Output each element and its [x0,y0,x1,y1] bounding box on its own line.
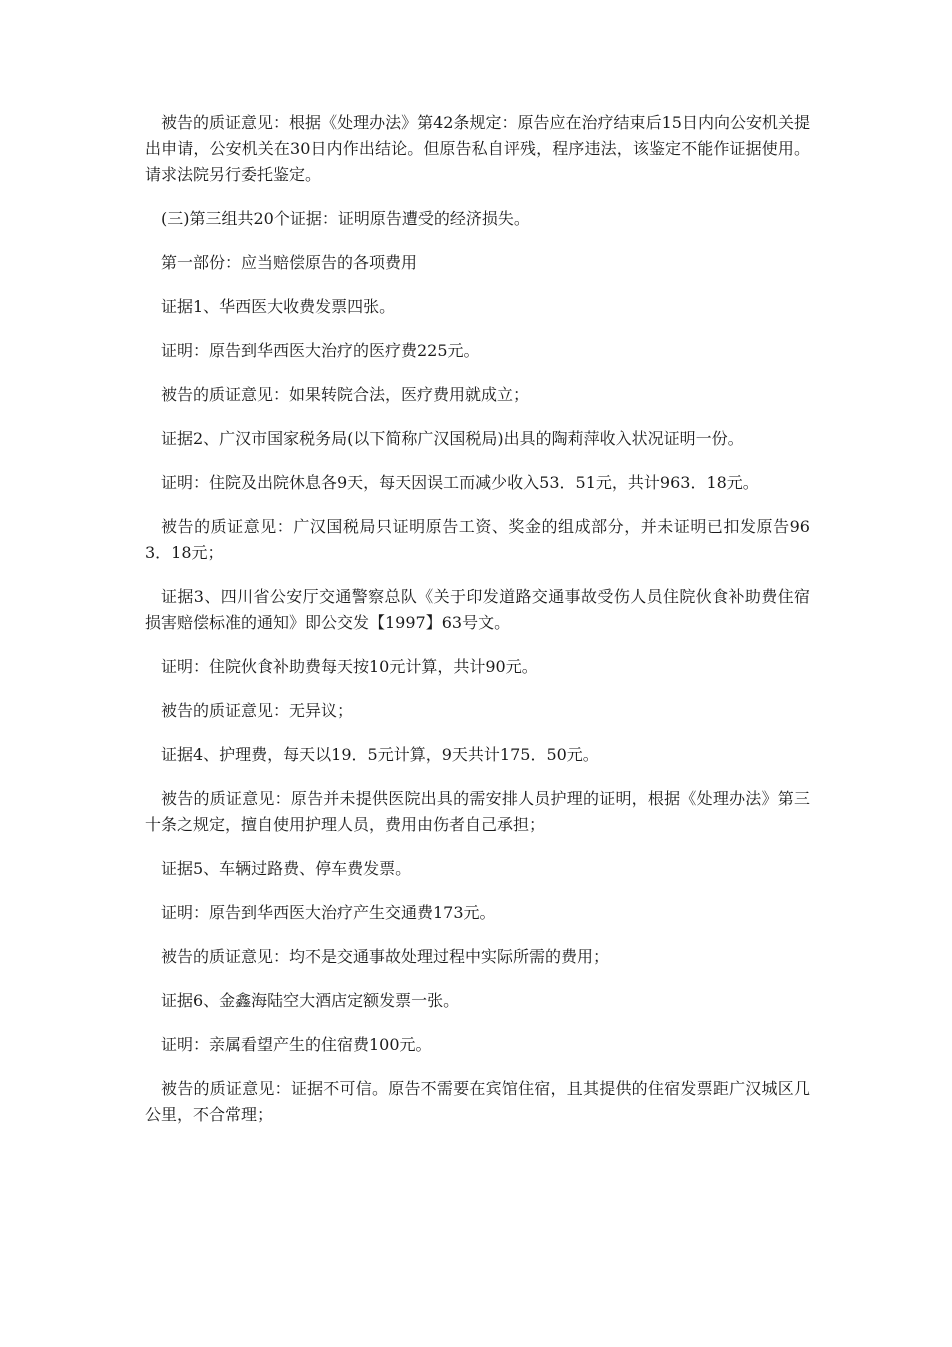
paragraph-opinion-1: 被告的质证意见：如果转院合法，医疗费用就成立； [161,385,530,404]
paragraph-opinion-2: 被告的质证意见：广汉国税局只证明原告工资、奖金的组成部分，并未证明已扣发原告963．18元； [145,517,810,562]
paragraph-proof-3: 证明：住院伙食补助费每天按10元计算，共计90元。 [161,657,538,676]
paragraph-opinion-5: 被告的质证意见：均不是交通事故处理过程中实际所需的费用； [161,947,610,966]
paragraph-proof-1: 证明：原告到华西医大治疗的医疗费225元。 [161,341,480,360]
paragraph-proof-2: 证明：住院及出院休息各9天，每天因误工而减少收入53．51元，共计963．18元。 [161,473,759,492]
paragraph-evidence-3: 证据3、四川省公安厅交通警察总队《关于印发道路交通事故受伤人员住院伙食补助费住宿损害赔偿标准的通知》即公交发【1997】63号文。 [145,587,810,632]
paragraph-evidence-4: 证据4、护理费，每天以19．5元计算，9天共计175．50元。 [161,745,599,764]
paragraph-proof-5: 证明：原告到华西医大治疗产生交通费173元。 [161,903,496,922]
paragraph-opinion-6: 被告的质证意见：证据不可信。原告不需要在宾馆住宿，且其提供的住宿发票距广汉城区几公里，不合常理； [145,1079,810,1124]
paragraph-defendant-opinion-appraisal: 被告的质证意见：根据《处理办法》第42条规定：原告应在治疗结束后15日内向公安机关提出申请，公安机关在30日内作出结论。但原告私自评残，程序违法，该鉴定不能作证据使用。请求法院另行委托鉴定。 [145,113,810,184]
paragraph-opinion-3: 被告的质证意见：无异议； [161,701,354,720]
paragraph-opinion-4: 被告的质证意见：原告并未提供医院出具的需安排人员护理的证明，根据《处理办法》第三十条之规定，擅自使用护理人员，费用由伤者自己承担； [145,789,810,834]
paragraph-part-one-heading: 第一部份：应当赔偿原告的各项费用 [161,253,418,272]
paragraph-proof-6: 证明：亲属看望产生的住宿费100元。 [161,1035,432,1054]
paragraph-evidence-2: 证据2、广汉市国家税务局(以下简称广汉国税局)出具的陶莉萍收入状况证明一份。 [161,429,744,448]
paragraph-group-three-heading: (三)第三组共20个证据：证明原告遭受的经济损失。 [161,209,530,228]
document-page [145,110,810,1146]
paragraph-evidence-6: 证据6、金鑫海陆空大酒店定额发票一张。 [161,991,460,1010]
paragraph-evidence-5: 证据5、车辆过路费、停车费发票。 [161,859,412,878]
paragraph-evidence-1: 证据1、华西医大收费发票四张。 [161,297,396,316]
